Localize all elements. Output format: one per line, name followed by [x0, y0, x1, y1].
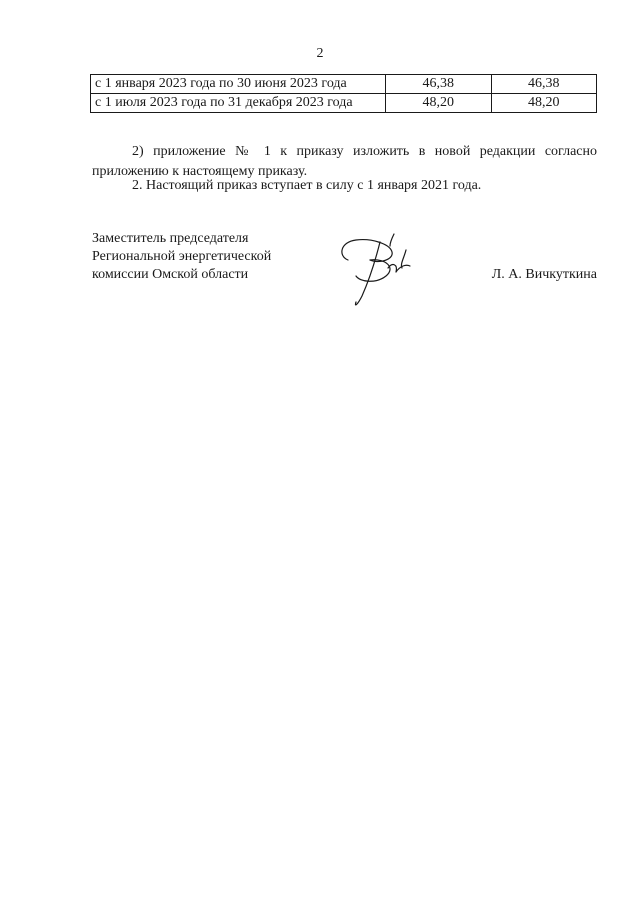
- amendment-paragraph: 2) приложение № 1 к приказу изложить в новой редакции согласно приложению к настоящему приказу.: [92, 144, 597, 179]
- effective-date-paragraph: 2. Настоящий приказ вступает в силу с 1 января 2021 года.: [132, 178, 482, 193]
- period-cell: с 1 января 2023 года по 30 июня 2023 года: [91, 75, 386, 94]
- signatory-position: [92, 230, 271, 284]
- signer-name: Л. А. Вичкуткина: [491, 267, 597, 282]
- table-row: [91, 94, 597, 113]
- value-cell: 46,38: [386, 75, 492, 94]
- value-cell: 48,20: [386, 94, 492, 113]
- period-cell: с 1 июля 2023 года по 31 декабря 2023 года: [91, 94, 386, 113]
- value-cell: 48,20: [491, 94, 597, 113]
- tariff-table: [90, 74, 597, 113]
- position-line: Заместитель председателя: [92, 231, 249, 246]
- page-number: 2: [316, 46, 324, 61]
- position-line: комиссии Омской области: [92, 267, 249, 282]
- handwritten-signature: [330, 228, 430, 310]
- value-cell: 46,38: [491, 75, 597, 94]
- table-row: [91, 75, 597, 94]
- position-line: Региональной энергетической: [92, 249, 272, 264]
